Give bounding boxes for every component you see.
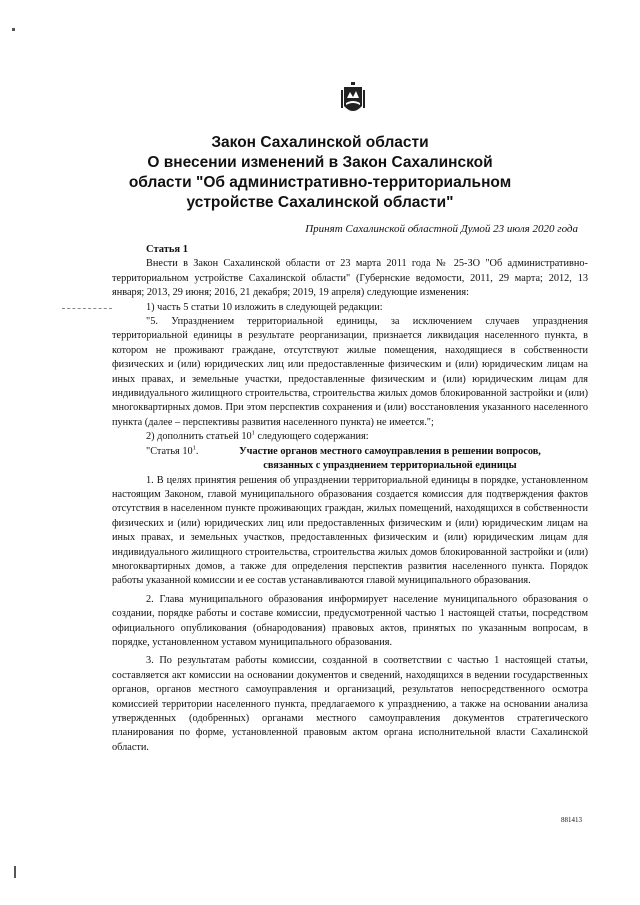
- superscript: 1: [192, 444, 196, 452]
- section-title: Участие органов местного самоуправления в решении вопросов, связанных с упразднением территориальной единицы: [239, 445, 541, 472]
- sakhalin-coat-of-arms-icon: [340, 82, 366, 116]
- amendment-item-2: [112, 430, 588, 444]
- law-body: [112, 243, 588, 755]
- document-code: 881413: [561, 816, 582, 824]
- section-paragraph-1: 1. В целях принятия решения об упразднении территориальной единицы в порядке, установленном настоящим Законом, главой муниципального образования создается комиссия для подтверждения фактов отсутствия в населенном пункте проживающих граждан, жилых помещений, находящихся в собственности физических и (или) юридических лиц или предоставленных физическим и (или) юридическим лицам на иных правах, и земельных участков, предоставленных физическим и (или) юридическим лицам для индивидуального жилищного строительства, строительства жилых домов блокированной застройки и (или) многоквартирных домов, а также для определения перспектив развития населенного пункта. Порядок работы указанной комиссии и ее состав устанавливаются главой муниципального образования.: [112, 474, 588, 587]
- amendment-item-1-text: "5. Упразднением территориальной единицы, за исключением случаев упразднения территориальной единицы в результате реорганизации, признается ликвидация населенного пункта, в котором не проживают граждане, отсутствуют жилые помещения, находящиеся в собственности физических и (или) юридических лиц или предоставленные физическим и (или) юридическим лицам на иных правах, и земельные участки, предоставленные физическим и (или) юридическим лицам для индивидуального жилищного строительства, строительства жилых домов блокированной застройки и (или) многоквартирных домов. При этом перспектив сохранения и (или) восстановления указанного населенного пункта (далее – перспективы развития населенного пункта) не имеется.";: [112, 316, 588, 428]
- section-paragraph-3: 3. По результатам работы комиссии, созданной в соответствии с частью 1 настоящей статьи, составляется акт комиссии на основании документов и сведений, находящихся в ведении государственных органов, органов местного самоуправления и организаций, результатов непосредственного осмотра комиссией территории населенного пункта, предлагаемого к упразднению, а также на основании анализа утвержденных (одобренных) органами местного самоуправления документов стратегического планирования по форме, установленной правовым актом органа исполнительной власти Сахалинской области.: [112, 655, 588, 753]
- section-number: [112, 445, 222, 474]
- section-number-post: .: [195, 445, 199, 457]
- scan-artifact-line: [62, 308, 112, 309]
- law-title-line: О внесении изменений в Закон Сахалинской: [147, 154, 493, 171]
- superscript: 1: [251, 429, 255, 437]
- section-number-pre: "Статья 10: [146, 445, 193, 457]
- amendment-item-1: 1) часть 5 статьи 10 изложить в следующей редакции:: [146, 301, 383, 313]
- law-title-line: устройстве Сахалинской области": [186, 194, 454, 211]
- amendment-item-2-post: следующего содержания:: [254, 431, 369, 443]
- law-title-line: Закон Сахалинской области: [211, 134, 429, 151]
- law-title-line: области "Об административно-территориальном: [128, 174, 512, 191]
- adoption-note: Принят Сахалинской областной Думой 23 июля 2020 года: [305, 223, 578, 235]
- section-paragraph-2: 2. Глава муниципального образования информирует население муниципального образования о создании, порядке работы и составе комиссии, предусмотренной частью 1 настоящей статьи, посредством официального опубликования (обнародования) правовых актов, принятых по указанным вопросам, в порядке, установленном уставом муниципального образования.: [112, 593, 588, 648]
- scan-speck: [12, 28, 15, 31]
- article-heading: Статья 1: [146, 244, 188, 255]
- amendment-item-2-pre: 2) дополнить статьей 10: [146, 431, 252, 443]
- law-title: [120, 133, 520, 213]
- article-intro: Внести в Закон Сахалинской области от 23 марта 2011 года № 25-ЗО "Об административно-территориальном устройстве Сахалинской области" (Губернские ведомости, 2011, 29 марта; 2012, 13 января; 2013, 29 июня; 2016, 21 декабря; 2019, 19 апреля) следующие изменения:: [112, 258, 588, 299]
- scan-speck: [14, 866, 16, 878]
- section-heading: [112, 445, 588, 474]
